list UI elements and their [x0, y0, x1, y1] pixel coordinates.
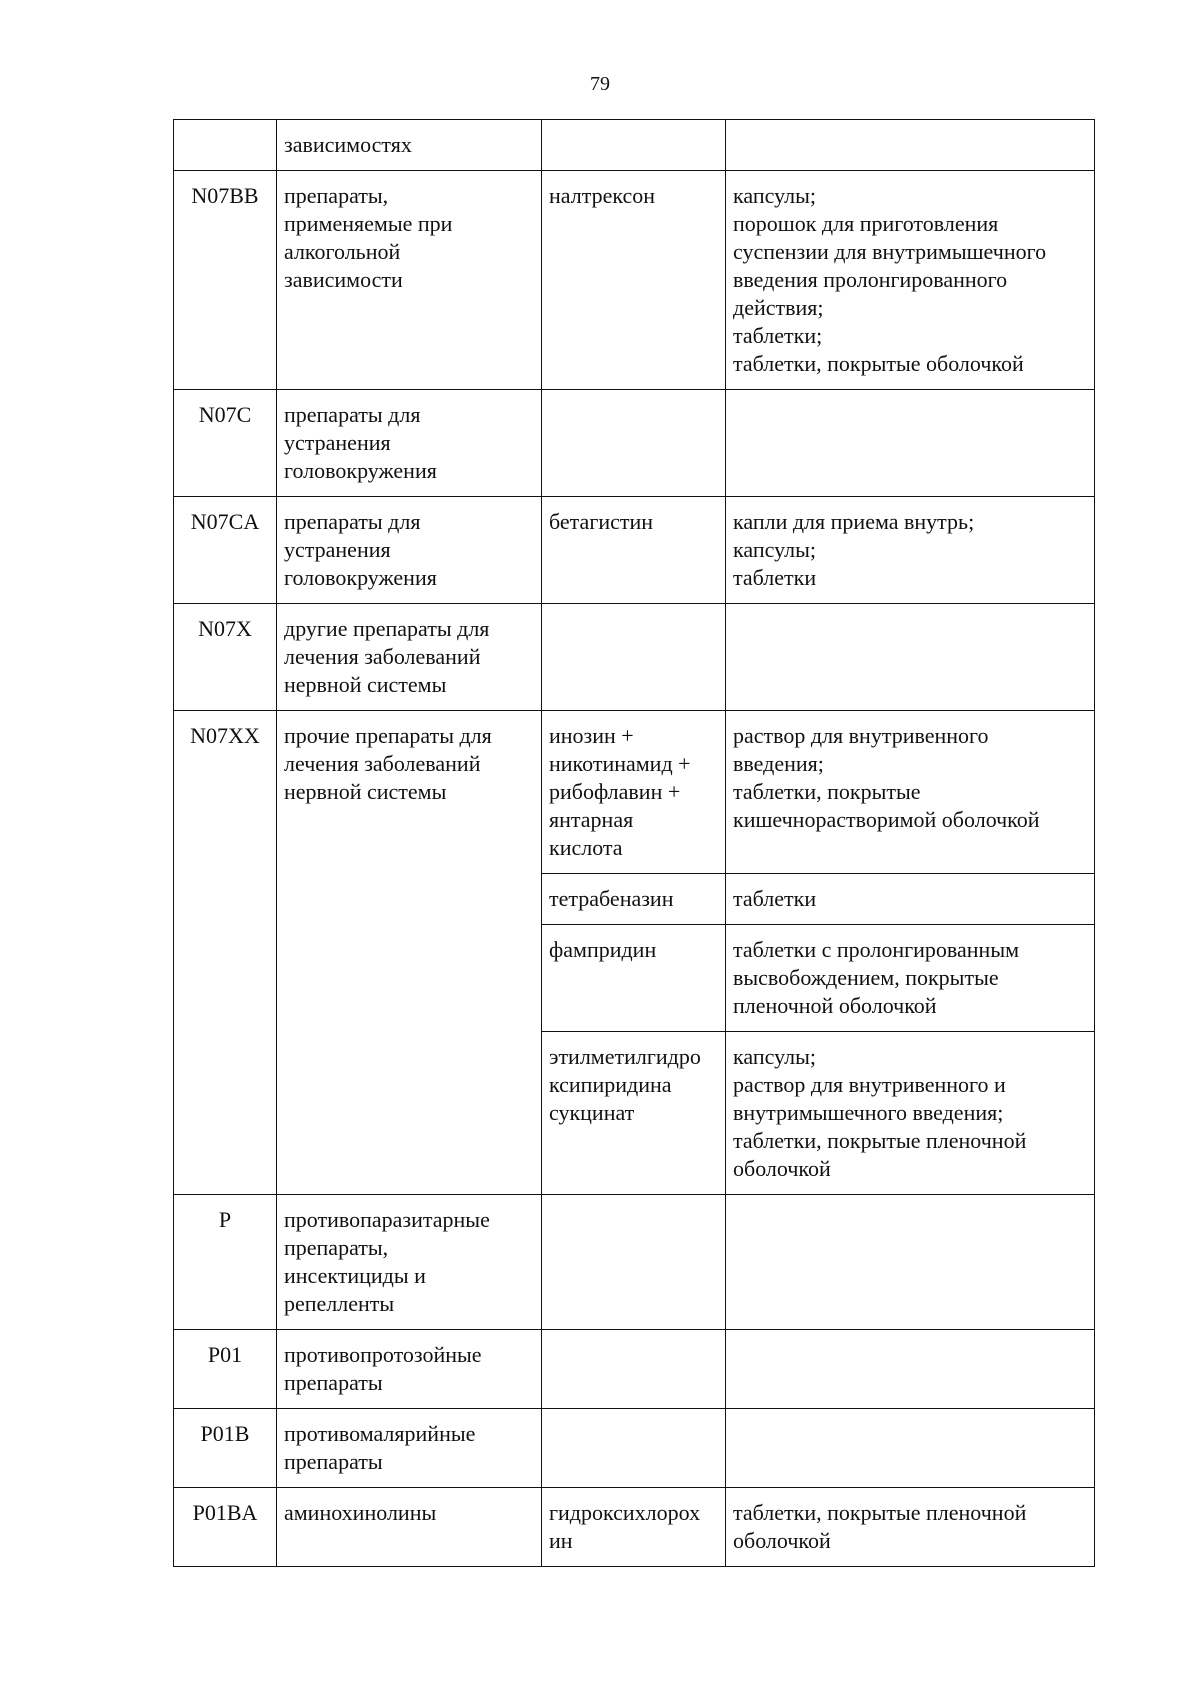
- table-row: [174, 390, 1095, 497]
- atc-code-cell: N07CA: [174, 497, 277, 604]
- drug-cell: тетрабеназин: [542, 874, 726, 925]
- group-cell: противомалярийные препараты: [277, 1409, 542, 1488]
- table-row: [174, 171, 1095, 390]
- page-number: 79: [590, 73, 610, 95]
- form-cell: [726, 1195, 1095, 1330]
- table-row: [174, 1409, 1095, 1488]
- form-cell: капли для приема внутрь; капсулы; таблетки: [726, 497, 1095, 604]
- form-cell: [726, 604, 1095, 711]
- form-cell: раствор для внутривенного введения; таблетки, покрытые кишечнорастворимой оболочкой: [726, 711, 1095, 874]
- table-row: [174, 1195, 1095, 1330]
- group-cell: аминохинолины: [277, 1488, 542, 1567]
- form-cell: [726, 120, 1095, 171]
- form-cell: [726, 390, 1095, 497]
- atc-code-cell: N07C: [174, 390, 277, 497]
- atc-code-cell: P01: [174, 1330, 277, 1409]
- drug-cell: [542, 1409, 726, 1488]
- atc-code-cell: P01BA: [174, 1488, 277, 1567]
- group-cell: прочие препараты для лечения заболеваний нервной системы: [277, 711, 542, 1195]
- form-cell: [726, 1409, 1095, 1488]
- drug-cell: [542, 120, 726, 171]
- drug-cell: этилметилгидро ксипиридина сукцинат: [542, 1032, 726, 1195]
- atc-code-cell: P01B: [174, 1409, 277, 1488]
- table-row: [174, 604, 1095, 711]
- atc-code-cell: [174, 120, 277, 171]
- form-cell: таблетки с пролонгированным высвобождением, покрытые пленочной оболочкой: [726, 925, 1095, 1032]
- drug-cell: [542, 604, 726, 711]
- drug-cell: [542, 1330, 726, 1409]
- group-cell: препараты для устранения головокружения: [277, 390, 542, 497]
- atc-code-cell: N07XX: [174, 711, 277, 1195]
- drug-cell: бетагистин: [542, 497, 726, 604]
- drug-cell: налтрексон: [542, 171, 726, 390]
- drug-table: [173, 119, 1095, 1567]
- table-row: [174, 711, 1095, 874]
- table-row: [174, 120, 1095, 171]
- atc-code-cell: P: [174, 1195, 277, 1330]
- group-cell: другие препараты для лечения заболеваний нервной системы: [277, 604, 542, 711]
- atc-code-cell: N07X: [174, 604, 277, 711]
- drug-cell: фампридин: [542, 925, 726, 1032]
- form-cell: капсулы; порошок для приготовления суспензии для внутримышечного введения пролонгированного действия; таблетки; таблетки, покрытые оболочкой: [726, 171, 1095, 390]
- group-cell: противопротозойные препараты: [277, 1330, 542, 1409]
- form-cell: [726, 1330, 1095, 1409]
- table-row: [174, 497, 1095, 604]
- drug-cell: [542, 390, 726, 497]
- group-cell: препараты, применяемые при алкогольной зависимости: [277, 171, 542, 390]
- drug-cell: инозин + никотинамид + рибофлавин + янтарная кислота: [542, 711, 726, 874]
- form-cell: капсулы; раствор для внутривенного и внутримышечного введения; таблетки, покрытые пленочной оболочкой: [726, 1032, 1095, 1195]
- group-cell: зависимостях: [277, 120, 542, 171]
- table-row: [174, 1330, 1095, 1409]
- group-cell: противопаразитарные препараты, инсектициды и репелленты: [277, 1195, 542, 1330]
- table-row: [174, 1488, 1095, 1567]
- atc-code-cell: N07BB: [174, 171, 277, 390]
- drug-cell: [542, 1195, 726, 1330]
- form-cell: таблетки: [726, 874, 1095, 925]
- drug-cell: гидроксихлорох ин: [542, 1488, 726, 1567]
- group-cell: препараты для устранения головокружения: [277, 497, 542, 604]
- form-cell: таблетки, покрытые пленочной оболочкой: [726, 1488, 1095, 1567]
